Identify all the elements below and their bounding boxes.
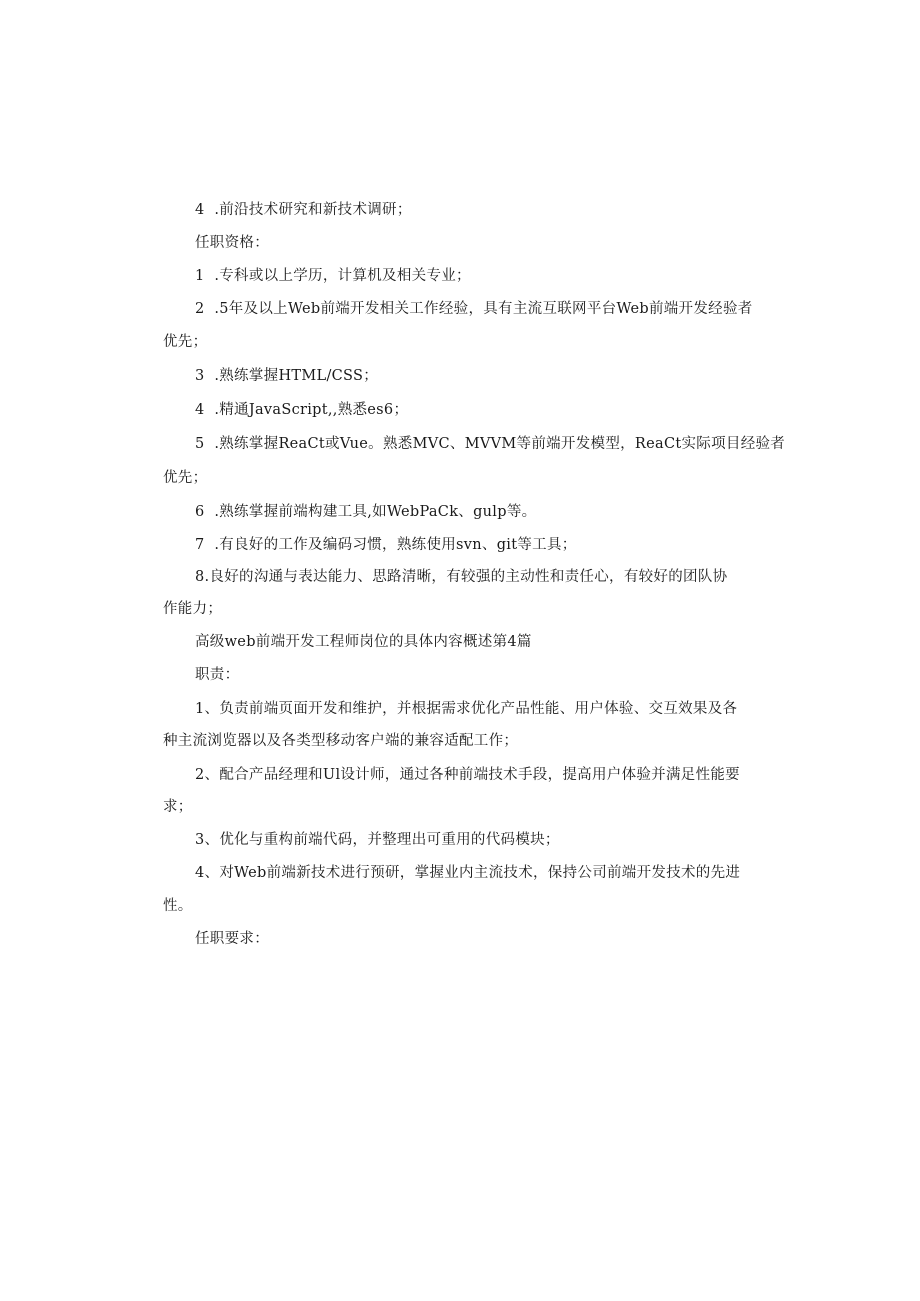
section-heading: 任职资格： <box>195 235 269 251</box>
text-line: 1、负责前端页面开发和维护，并根据需求优化产品性能、用户体验、交互效果及各 <box>195 701 738 717</box>
text-line: 7 .有良好的工作及编码习惯，熟练使用svn、git等工具； <box>195 537 577 553</box>
text-line: 求； <box>163 799 193 815</box>
text-line: 优先； <box>163 470 208 486</box>
text-line: 优先； <box>163 334 208 350</box>
text-line: 2、配合产品经理和Ul设计师，通过各种前端技术手段，提高用户体验并满足性能要 <box>195 767 740 783</box>
text-line: 作能力； <box>163 601 223 617</box>
text-line: 2 .5年及以上Web前端开发相关工作经验，具有主流互联网平台Web前端开发经验者 <box>195 301 753 317</box>
text-line: 6 .熟练掌握前端构建工具,如WebPaCk、gulp等。 <box>195 504 537 520</box>
text-line: 性。 <box>163 898 193 914</box>
text-line: 5 .熟练掌握ReaCt或Vue。熟悉MVC、MVVM等前端开发模型，ReaCt实际项目经验者 <box>195 436 786 452</box>
text-line: 4 .精通JavaScript,,熟悉es6； <box>195 402 409 418</box>
text-line: 种主流浏览器以及各类型移动客户端的兼容适配工作； <box>163 733 519 749</box>
section-heading: 职责： <box>195 667 240 683</box>
text-line: 8.良好的沟通与表达能力、思路清晰，有较强的主动性和责任心，有较好的团队协 <box>195 569 728 585</box>
text-line: 3、优化与重构前端代码，并整理出可重用的代码模块； <box>195 832 560 848</box>
section-heading: 任职要求： <box>195 931 269 947</box>
text-line: 1 .专科或以上学历，计算机及相关专业； <box>195 268 471 284</box>
text-line: 4、对Web前端新技术进行预研，掌握业内主流技术，保持公司前端开发技术的先进 <box>195 865 741 881</box>
text-line: 3 .熟练掌握HTML/CSS； <box>195 368 379 384</box>
article-title: 高级web前端开发工程师岗位的具体内容概述第4篇 <box>195 634 532 650</box>
text-line: 4 .前沿技术研究和新技术调研； <box>195 202 412 218</box>
